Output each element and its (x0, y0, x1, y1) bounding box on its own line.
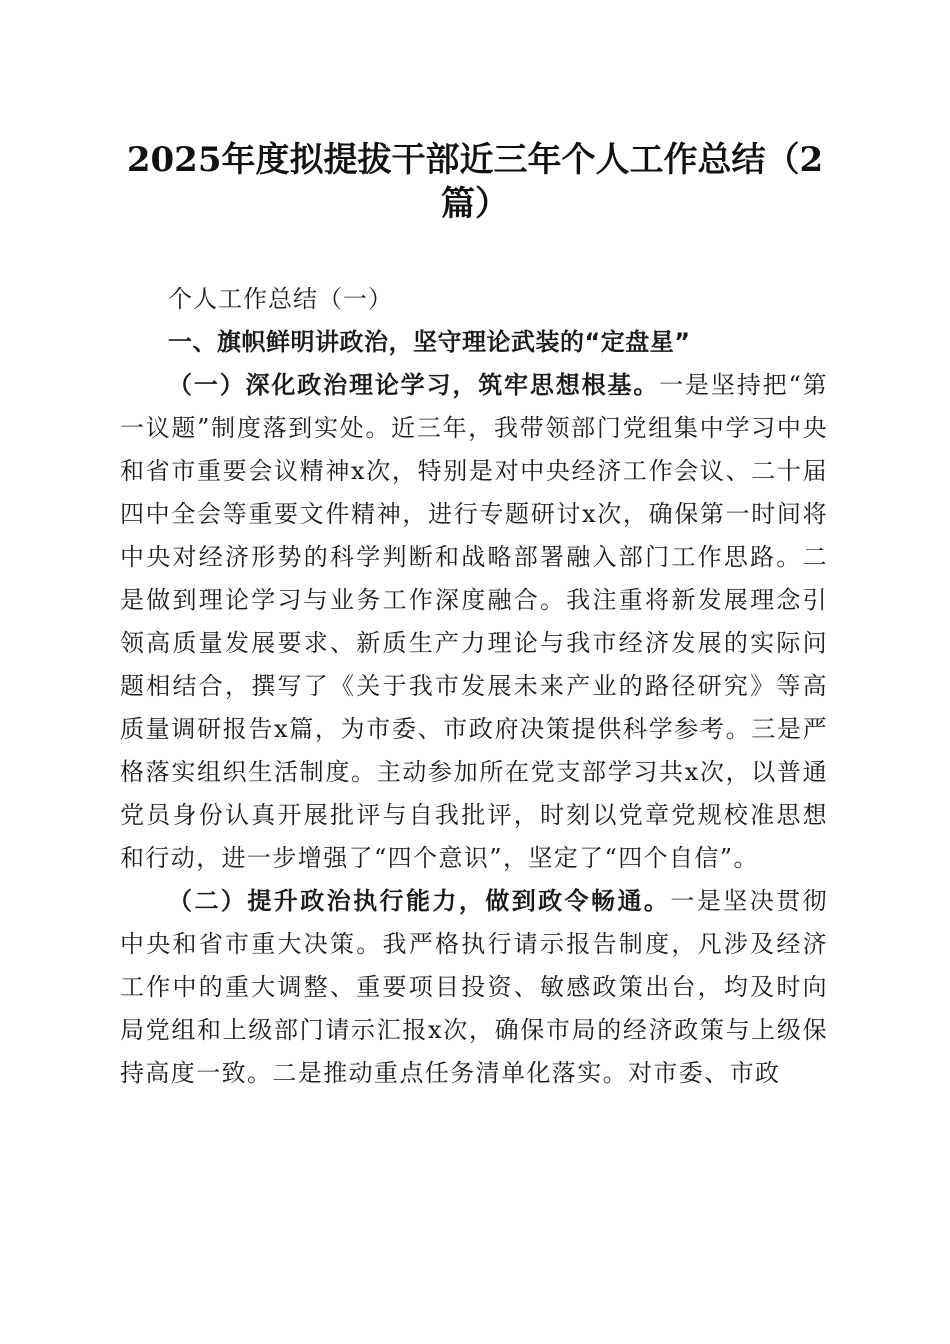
paragraph-text: 一是坚持把“第一议题”制度落到实处。近三年，我带领部门党组集中学习中央和省市重要会议精神x次，特别是对中央经济工作会议、二十届四中全会等重要文件精神，进行专题研讨x次，确保第一时间将中央对经济形势的科学判断和战略部署融入部门工作思路。二是做到理论学习与业务工作深度融合。我注重将新发展理念引领高质量发展要求、新质生产力理论与我市经济发展的实际问题相结合，撰写了《关于我市发展未来产业的路径研究》等高质量调研报告x篇，为市委、市政府决策提供科学参考。三是严格落实组织生活制度。主动参加所在党支部学习共x次，以普通党员身份认真开展批评与自我批评，时刻以党章党规校准思想和行动，进一步增强了“四个意识”，坚定了“四个自信”。 (120, 371, 828, 872)
section-subtitle: 个人工作总结（一） (168, 285, 393, 313)
body-paragraph (120, 364, 828, 880)
document-title: 2025年度拟提拔干部近三年个人工作总结（2篇） (126, 140, 824, 224)
paragraph-lead: （一）深化政治理论学习，筑牢思想根基。 (168, 371, 660, 399)
body-paragraph (120, 880, 828, 1095)
paragraph-text: 一是坚决贯彻中央和省市重大决策。我严格执行请示报告制度，凡涉及经济工作中的重大调整、重要项目投资、敏感政策出台，均及时向局党组和上级部门请示汇报x次，确保市局的经济政策与上级保持高度一致。二是推动重点任务清单化落实。对市委、市政 (120, 887, 828, 1087)
section-heading: 一、旗帜鲜明讲政治，坚守理论武装的“定盘星” (168, 328, 691, 356)
document-body (120, 278, 828, 1095)
paragraph-lead: （二）提升政治执行能力，做到政令畅通。 (168, 887, 671, 915)
